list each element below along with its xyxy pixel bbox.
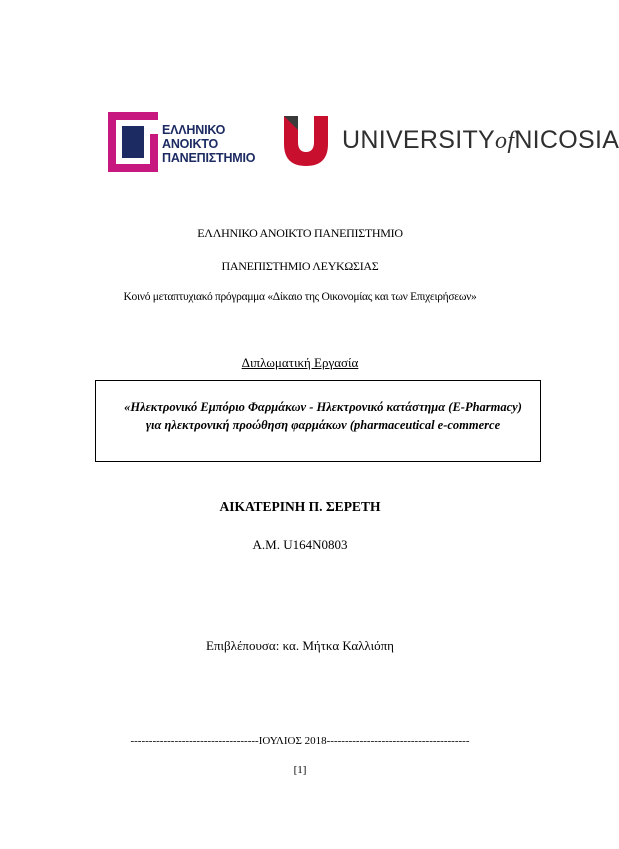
student-id: Α.Μ. U164N0803 <box>252 537 348 552</box>
date-line: -----------------------------------ΙΟΥΛΙΟΣ 2018--------------------------------------- <box>130 735 470 747</box>
institution-unic: ΠΑΝΕΠΙΣΤΗΜΙΟ ΛΕΥΚΩΣΙΑΣ <box>221 259 379 273</box>
page-number: [1] <box>293 764 307 776</box>
eap-logo <box>108 112 268 172</box>
unic-word-of: of <box>495 128 515 154</box>
eap-logo-line1: ΕΛΛΗΝΙΚΟ <box>162 123 226 137</box>
thesis-title-box <box>95 380 541 462</box>
unic-logo <box>284 116 619 168</box>
author-name: ΑΙΚΑΤΕΡΙΝΗ Π. ΣΕΡΕΤΗ <box>219 499 381 514</box>
document-type: Διπλωματική Εργασία <box>241 355 359 370</box>
program-title: Κοινό μεταπτυχιακό πρόγραμμα «Δίκαιο της Οικονομίας και των Επιχειρήσεων» <box>123 291 477 303</box>
unic-shield-icon <box>284 116 328 166</box>
unic-word-nicosia: NICOSIA <box>514 126 619 154</box>
eap-logo-mark <box>108 112 158 172</box>
thesis-title: «Ηλεκτρονικό Εμπόριο Φαρμάκων - Ηλεκτρονικό κατάστημα (E-Pharmacy) για ηλεκτρονική προώθηση φαρμάκων (pharmaceutical e-commerce <box>124 400 522 432</box>
unic-wordmark <box>342 126 619 155</box>
institution-eap: ΕΛΛΗΝΙΚΟ ΑΝΟΙΚΤΟ ΠΑΝΕΠΙΣΤΗΜΙΟ <box>197 226 403 240</box>
supervisor: Επιβλέπουσα: κα. Μήτκα Καλλιόπη <box>206 638 394 653</box>
eap-logo-line2: ΑΝΟΙΚΤΟ <box>162 137 219 151</box>
unic-word-university: UNIVERSITY <box>342 126 496 154</box>
eap-logo-line3: ΠΑΝΕΠΙΣΤΗΜΙΟ <box>162 151 256 165</box>
